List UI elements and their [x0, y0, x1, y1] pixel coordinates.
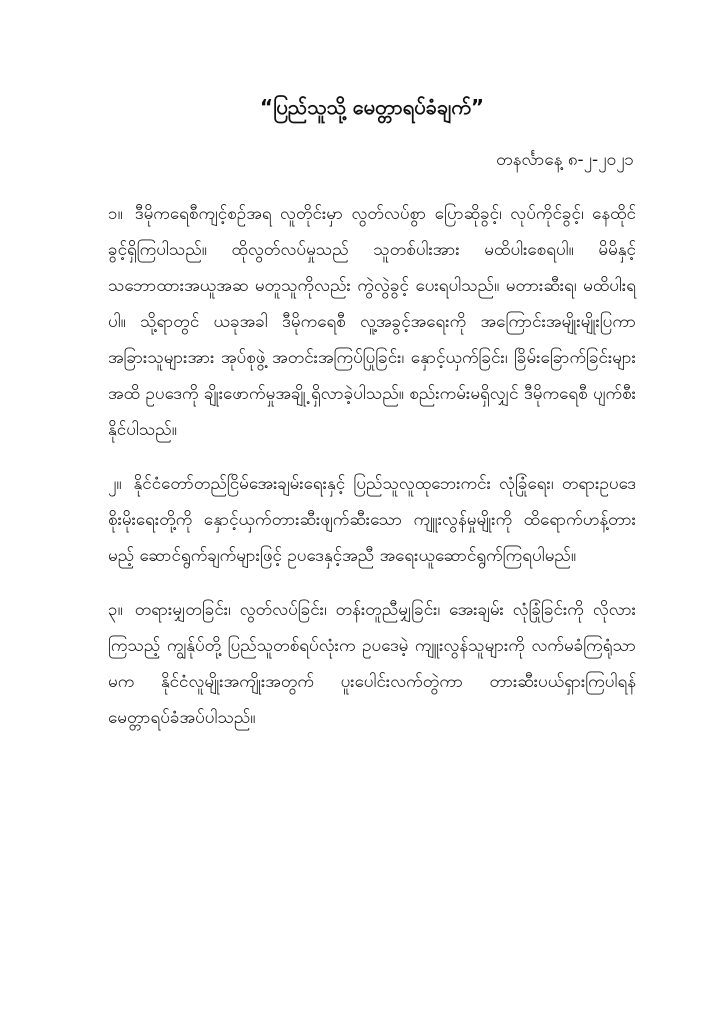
document-title: “ပြည်သူသို့ မေတ္တာရပ်ခံချက်”	[259, 95, 485, 119]
paragraph-2-text: နိုင်ငံတော်တည်ငြိမ်အေးချမ်းရေးနှင့် ပြည်သူလူထုဘေးကင်း လုံခြုံရေး၊ တရားဥပဒေစိုးမိုးရေးတို့ကို နှောင့်ယှက်တားဆီးဖျက်ဆီးသော ကျူးလွန်မှုမျိုးကို ထိရောက်ဟန့်တားမည့် ဆောင်ရွက်ချက်များဖြင့် ဥပဒေနှင့်အညီ အရေးယူဆောင်ရွက်ကြရပါမည်။	[108, 474, 636, 566]
paragraph-3	[108, 592, 636, 736]
paragraph-3-number: ၃။	[108, 600, 123, 620]
paragraph-2	[108, 466, 636, 574]
document-date: တနင်္လာနေ့ ၈-၂-၂၀၂၁	[496, 150, 634, 170]
paragraph-2-number: ၂။	[108, 474, 122, 494]
paragraph-1	[108, 196, 636, 448]
paragraph-3-text: တရားမျှတခြင်း၊ လွတ်လပ်ခြင်း၊ တန်းတူညီမျှခြင်း၊ အေးချမ်း လုံခြုံခြင်းကို လိုလားကြသည့် ကျွန်ုပ်တို့ ပြည်သူတစ်ရပ်လုံးက ဥပဒေမဲ့ ကျူးလွန်သူများကို လက်မခံကြရုံသာမက နိုင်ငံလူမျိုးအကျိုးအတွက် ပူးပေါင်းလက်တွဲကာ တားဆီးပယ်ရှားကြပါရန် မေတ္တာရပ်ခံအပ်ပါသည်။	[108, 600, 636, 728]
paragraph-1-number: ၁။	[108, 204, 123, 224]
paragraph-1-text: ဒီမိုကရေစီကျင့်စဉ်အရ လူတိုင်းမှာ လွတ်လပ်စွာ ပြောဆိုခွင့်၊ လုပ်ကိုင်ခွင့်၊ နေထိုင်ခွင့်ရှိကြပါသည်။ ထိုလွတ်လပ်မှုသည် သူတစ်ပါးအား မထိပါးစေရပါ။ မိမိနှင့် သဘောထားအယူအဆ မတူသူကိုလည်း ကွဲလွဲခွင့် ပေးရပါသည်။ မတားဆီးရ၊ မထိပါးရပါ။ သို့ရာတွင် ယခုအခါ ဒီမိုကရေစီ လူ့အခွင့်အရေးကို အကြောင်းအမျိုးမျိုးပြကာ အခြားသူများအား အုပ်စုဖွဲ့ အတင်းအကြပ်ပြုခြင်း၊ နှောင့်ယှက်ခြင်း၊ ခြိမ်းခြောက်ခြင်းများအထိ ဥပဒေကို ချိုးဖောက်မှုအချို့ ရှိလာခဲ့ပါသည်။ စည်းကမ်းမရှိလျှင် ဒီမိုကရေစီ ပျက်စီးနိုင်ပါသည်။	[108, 204, 636, 440]
